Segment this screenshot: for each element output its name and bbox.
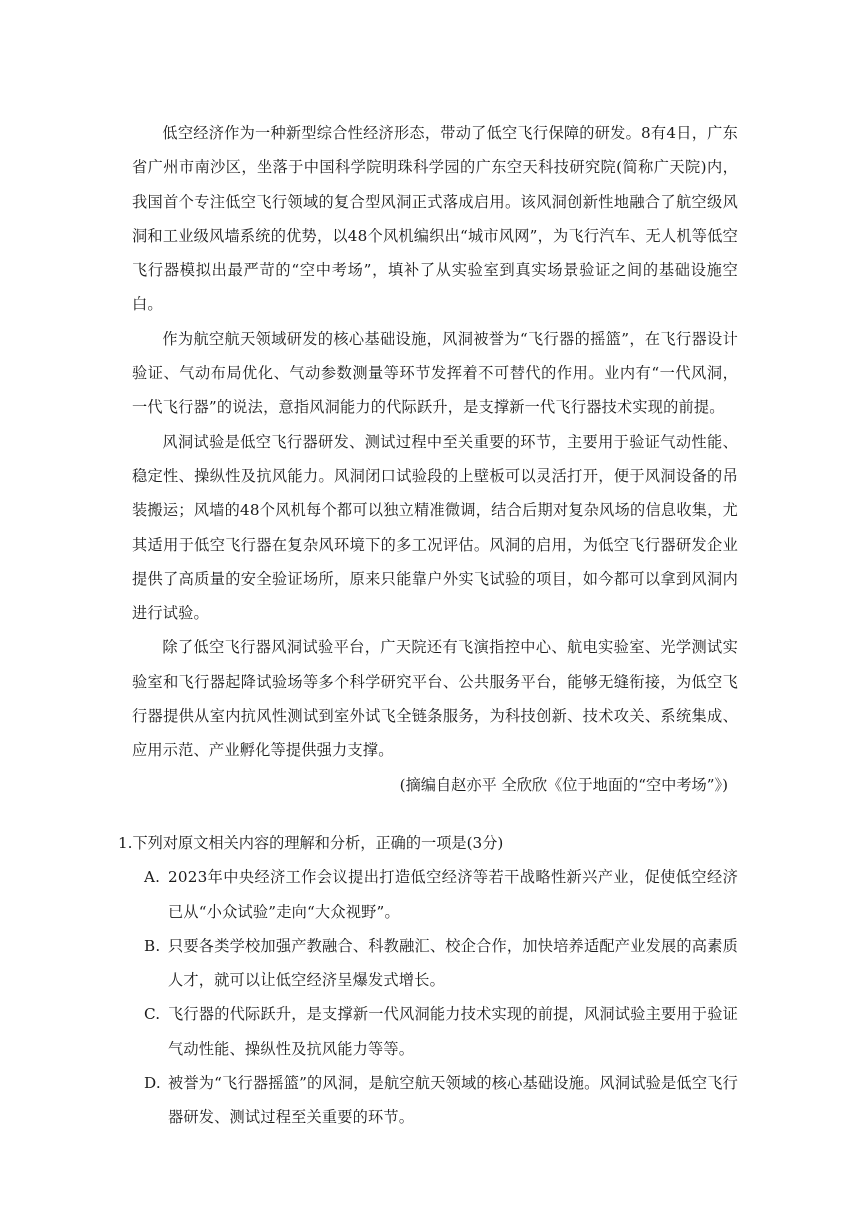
passage-paragraph-2: 作为航空航天领域研发的核心基础设施，风洞被誉为“飞行器的摇篮”，在飞行器设计验证、气动布局优化、气动参数测量等环节发挥着不可替代的作用。业内有“一代风洞，一代飞行器”的说法，意指风洞能力的代际跃升，是支撑新一代飞行器技术实现的前提。 (132, 329, 738, 417)
option-a (118, 860, 738, 929)
option-a-text: 2023年中央经济工作会议提出打造低空经济等若干战略性新兴产业，促使低空经济已从“小众试验”走向“大众视野”。 (168, 868, 738, 921)
passage-paragraph-4: 除了低空飞行器风洞试验平台，广天院还有飞演指控中心、航电实验室、光学测试实验室和飞行器起降试验场等多个科学研究平台、公共服务平台，能够无缝衔接，为低空飞行器提供从室内抗风性测试到室外试飞全链条服务，为科技创新、技术攻关、系统集成、应用示范、产业孵化等提供强力支撑。 (132, 638, 738, 760)
option-d-letter: D. (144, 1074, 161, 1093)
question-stem: 1.下列对原文相关内容的理解和分析，正确的一项是(3分) (118, 834, 504, 852)
option-d-text: 被誉为“飞行器摇篮”的风洞，是航空航天领域的核心基础设施。风洞试验是低空飞行器研发、测试过程至关重要的环节。 (168, 1074, 738, 1127)
passage-source: (摘编自赵亦平 全欣欣《位于地面的“空中考场”》) (399, 775, 728, 794)
option-b (118, 929, 738, 998)
option-d (118, 1066, 738, 1135)
question-1 (118, 826, 738, 1135)
option-b-text: 只要各类学校加强产教融合、科教融汇、校企合作，加快培养适配产业发展的高素质人才，就可以让低空经济呈爆发式增长。 (168, 936, 738, 990)
passage-paragraph-1: 低空经济作为一种新型综合性经济形态，带动了低空飞行保障的研发。8有4日，广东省广州市南沙区，坐落于中国科学院明珠科学园的广东空天科技研究院(简称广天院)内，我国首个专注低空飞行领域的复合型风洞正式落成启用。该风洞创新性地融合了航空级风洞和工业级风墙系统的优势，以48个风机编织出“城市风网”，为飞行汽车、无人机等低空飞行器模拟出最严苛的“空中考场”，填补了从实验室到真实场景验证之间的基础设施空白。 (132, 124, 738, 314)
reading-passage (132, 116, 738, 802)
passage-paragraph-3: 风洞试验是低空飞行器研发、测试过程中至关重要的环节，主要用于验证气动性能、稳定性、操纵性及抗风能力。风洞闭口试验段的上壁板可以灵活打开，便于风洞设备的吊装搬运；风墙的48个风机每个都可以独立精准微调，结合后期对复杂风场的信息收集，尤其适用于低空飞行器在复杂风环境下的多工况评估。风洞的启用，为低空飞行器研发企业提供了高质量的安全验证场所，原来只能靠户外实飞试验的项目，如今都可以拿到风洞内进行试验。 (132, 432, 738, 623)
option-a-letter: A. (144, 868, 161, 887)
option-c-text: 飞行器的代际跃升，是支撑新一代风洞能力技术实现的前提，风洞试验主要用于验证气动性能、操纵性及抗风能力等等。 (168, 1005, 738, 1058)
option-c (118, 997, 738, 1066)
option-b-letter: B. (144, 936, 161, 955)
option-c-letter: C. (144, 1005, 161, 1024)
